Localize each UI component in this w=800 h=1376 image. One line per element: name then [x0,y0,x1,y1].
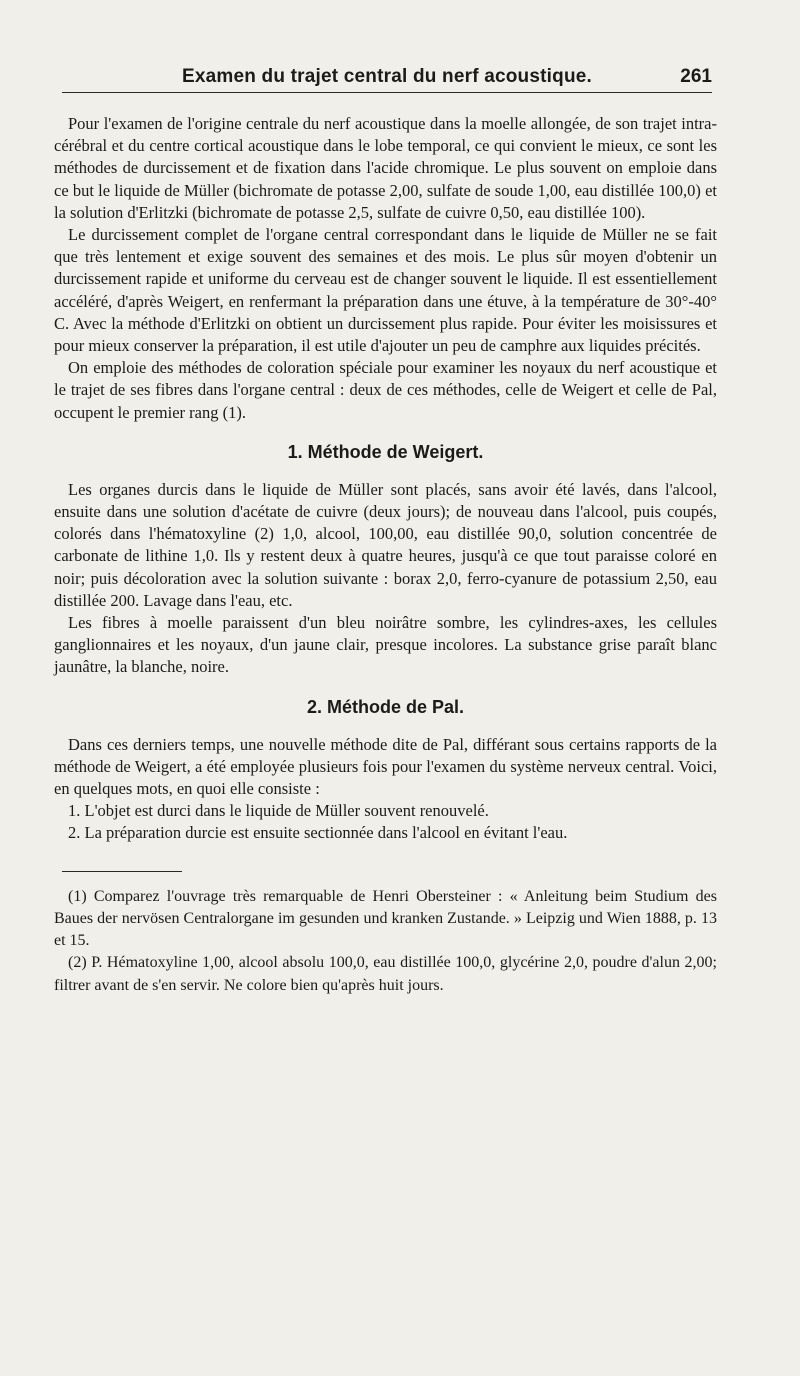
paragraph-1: Pour l'examen de l'origine centrale du nerf acoustique dans la moelle allongée, de son trajet intra-cérébral et du centre cortical acoustique dans le lobe temporal, ce qui convient le mieux, ce sont les méthodes de durcissement et de fixation dans l'acide chromique. Le plus souvent on emploie dans ce but le liquide de Müller (bichromate de potasse 2,00, sulfate de soude 1,00, eau distillée 100,0) et la solution d'Erlitzki (bichromate de potasse 2,5, sulfate de cuivre 0,50, eau distillée 100). [54,114,717,222]
section-heading-weigert: 1. Méthode de Weigert. [287,441,484,462]
running-title: Examen du trajet central du nerf acoustique. [181,66,592,87]
list-item-1: 1. L'objet est durci dans le liquide de Müller souvent renouvelé. [68,801,489,821]
paragraph-2: Le durcissement complet de l'organe central correspondant dans le liquide de Müller ne se fait que très lentement et exige souvent des semaines et des mois. Le plus sûr moyen d'obtenir un durcissement rapide et uniforme du cerveau est de changer souvent le liquide. Il est essentiellement accéléré, d'après Weigert, en renfermant la préparation dans une étuve, à la température de 30°-40° C. Avec la méthode d'Erlitzki on obtient un durcissement plus rapide. Pour éviter les moisissures et pour mieux conserver la préparation, il est utile d'ajouter un peu de camphre aux liquides précités. [54,225,717,356]
page-number: 261 [680,66,712,87]
paragraph-3: On emploie des méthodes de coloration spéciale pour examiner les noyaux du nerf acoustique et le trajet de ses fibres dans l'organe central : deux de ces méthodes, celle de Weigert et celle de Pal, occupent le premier rang (1). [54,358,717,422]
paragraph-5: Les fibres à moelle paraissent d'un bleu noirâtre sombre, les cylindres-axes, les cellules ganglionnaires et les noyaux, d'un jaune clair, presque incolores. La substance grise paraît blanc jaunâtre, la blanche, noire. [54,613,717,677]
list-item-2: 2. La préparation durcie est ensuite sectionnée dans l'alcool en évitant l'eau. [68,823,568,843]
footnote-1: (1) Comparez l'ouvrage très remarquable de Henri Obersteiner : « Anleitung beim Studium des Baues der nervösen Centralorgane im gesunden und kranken Zustande. » Leipzig und Wien 1888, p. 13 et 15. [54,887,717,950]
footnote-divider [62,871,182,872]
footnote-2: (2) P. Hématoxyline 1,00, alcool absolu 100,0, eau distillée 100,0, glycérine 2,0, poudre d'alun 2,00; filtrer avant de s'en servir. Ne colore bien qu'après huit jours. [54,954,717,994]
section-heading-pal: 2. Méthode de Pal. [306,696,465,717]
running-head [62,66,712,93]
page-body [54,113,717,997]
paragraph-4: Les organes durcis dans le liquide de Müller sont placés, sans avoir été lavés, dans l'alcool, ensuite dans une solution d'acétate de cuivre (deux jours); de nouveau dans l'alcool, puis coupés, colorés dans l'hématoxyline (2) 1,0, alcool, 100,00, eau distillée 90,0, solution concentrée de carbonate de lithine 1,0. Ils y restent deux à quatre heures, jusqu'à ce que tout paraisse coloré en noir; puis décoloration avec la solution suivante : borax 2,0, ferro-cyanure de potassium 2,50, eau distillée 200. Lavage dans l'eau, etc. [54,479,717,610]
paragraph-6: Dans ces derniers temps, une nouvelle méthode dite de Pal, différant sous certains rapports de la méthode de Weigert, a été employée plusieurs fois pour l'examen du système nerveux central. Voici, en quelques mots, en quoi elle consiste : [54,734,717,799]
